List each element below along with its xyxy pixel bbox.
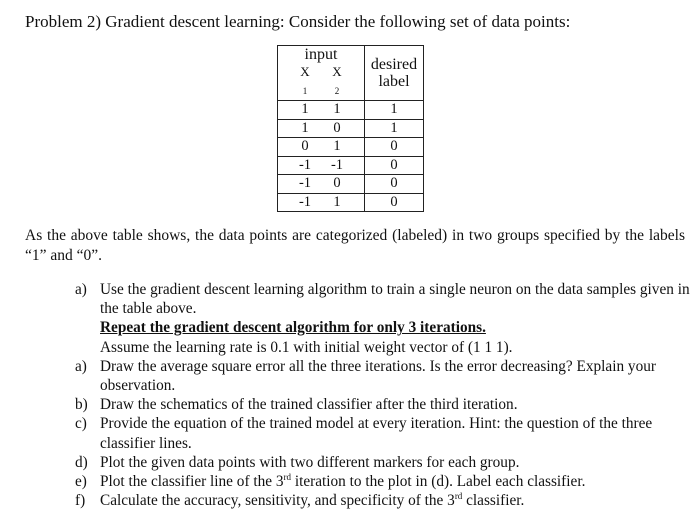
item-e-sup: rd xyxy=(283,471,292,482)
item-label: c) xyxy=(75,415,87,433)
x2-header: X2 xyxy=(332,64,342,96)
x1-value: 0 xyxy=(301,138,309,155)
item-label: d) xyxy=(75,453,88,471)
item-text xyxy=(100,491,690,510)
label-value: 0 xyxy=(365,138,424,157)
list-item xyxy=(75,395,690,414)
item-text xyxy=(100,472,690,491)
input-cell xyxy=(278,101,365,120)
table-row xyxy=(278,156,424,175)
input-cell xyxy=(278,156,365,175)
item-a1-bold: Repeat the gradient descent algorithm for only 3 iterations. xyxy=(100,319,486,337)
list-item xyxy=(75,453,690,472)
label-value: 0 xyxy=(365,193,424,212)
x1-value: -1 xyxy=(298,193,312,210)
input-cell xyxy=(278,138,365,157)
x2-value: 1 xyxy=(333,101,341,118)
x1-header: X1 xyxy=(300,64,310,96)
item-f-sup: rd xyxy=(454,491,463,502)
item-label: a) xyxy=(75,357,87,375)
table-row xyxy=(278,101,424,120)
item-e-post: iteration to the plot in (d). Label each classifier. xyxy=(291,473,586,491)
table-body xyxy=(278,101,424,212)
table-row xyxy=(278,175,424,194)
label-header-cell xyxy=(365,46,424,101)
table-row xyxy=(278,193,424,212)
x2-value: 0 xyxy=(333,175,341,192)
input-cell xyxy=(278,175,365,194)
input-subheaders xyxy=(278,63,364,100)
item-label: b) xyxy=(75,396,88,414)
x1-value: -1 xyxy=(298,175,312,192)
label-header: label xyxy=(378,73,410,90)
label-value: 0 xyxy=(365,175,424,194)
table-row xyxy=(278,119,424,138)
label-value: 1 xyxy=(365,119,424,138)
label-value: 0 xyxy=(365,156,424,175)
x2-value: -1 xyxy=(330,156,344,173)
question-list xyxy=(75,280,690,510)
x1-value: 1 xyxy=(301,119,309,136)
x2-value: 1 xyxy=(333,138,341,155)
input-cell xyxy=(278,119,365,138)
list-item xyxy=(75,414,690,452)
x2-value: 0 xyxy=(333,119,341,136)
table-row xyxy=(278,138,424,157)
input-header-cell xyxy=(278,46,365,101)
desired-header: desired xyxy=(370,56,418,73)
item-text: Draw the schematics of the trained classifier after the third iteration. xyxy=(100,396,518,414)
list-item xyxy=(75,280,690,357)
item-label: a) xyxy=(75,281,87,298)
list-item xyxy=(75,491,690,510)
description-paragraph: As the above table shows, the data points are categorized (labeled) in two groups specified by the labels “1” and “0”. xyxy=(25,227,685,264)
item-text xyxy=(100,280,690,357)
item-label: e) xyxy=(75,473,87,491)
data-table xyxy=(277,45,424,212)
list-item xyxy=(75,472,690,491)
list-item xyxy=(75,357,690,395)
item-a1-text: Use the gradient descent learning algorithm to train a single neuron on the data samples given in the table above. xyxy=(100,281,690,318)
problem-title: Problem 2) Gradient descent learning: Consider the following set of data points: xyxy=(25,12,571,31)
item-label: f) xyxy=(75,492,86,510)
label-value: 1 xyxy=(365,101,424,120)
x2-value: 1 xyxy=(333,193,341,210)
x1-value: -1 xyxy=(298,156,312,173)
x1-value: 1 xyxy=(301,101,309,118)
item-a1-note: Assume the learning rate is 0.1 with initial weight vector of (1 1 1). xyxy=(100,338,513,356)
table-header-row xyxy=(278,46,424,101)
input-header: input xyxy=(304,46,338,63)
input-cell xyxy=(278,193,365,212)
item-text: Draw the average square error all the three iterations. Is the error decreasing? Explain your observation. xyxy=(100,357,656,395)
item-text: Provide the equation of the trained model at every iteration. Hint: the question of the three classifier lines. xyxy=(100,415,653,452)
item-text: Plot the given data points with two different markers for each group. xyxy=(100,453,520,471)
item-e-pre: Plot the classifier line of the 3 xyxy=(100,473,284,491)
item-f-pre: Calculate the accuracy, sensitivity, and specificity of the 3 xyxy=(100,492,455,510)
item-f-post: classifier. xyxy=(462,492,525,510)
